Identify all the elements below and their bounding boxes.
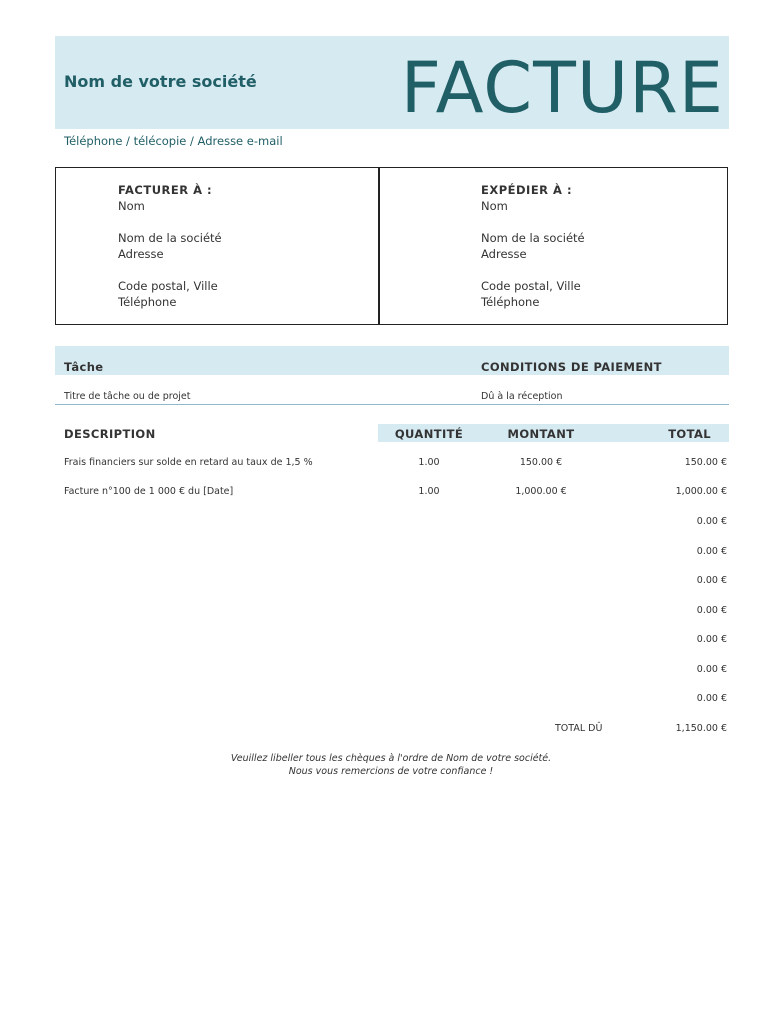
- ship-to-address: Adresse: [481, 247, 527, 261]
- row-total: 0.00 €: [696, 575, 727, 586]
- row-total: 0.00 €: [696, 693, 727, 704]
- row-total: 0.00 €: [696, 516, 727, 527]
- address-divider: [378, 167, 380, 325]
- ship-to-company: Nom de la société: [481, 231, 585, 245]
- task-label: Tâche: [64, 360, 104, 374]
- th-amount: MONTANT: [507, 427, 575, 441]
- row-quantity: 1.00: [418, 486, 440, 497]
- bill-to-company: Nom de la société: [118, 231, 222, 245]
- row-total: 0.00 €: [696, 634, 727, 645]
- bill-to-address: Adresse: [118, 247, 164, 261]
- bill-to-heading: FACTURER À :: [118, 183, 213, 197]
- row-description: Frais financiers sur solde en retard au taux de 1,5 %: [64, 457, 313, 468]
- row-quantity: 1.00: [418, 457, 440, 468]
- row-description: Facture n°100 de 1 000 € du [Date]: [64, 486, 234, 497]
- payment-terms-value: Dû à la réception: [481, 391, 563, 402]
- bill-to-block: [118, 182, 222, 310]
- row-total: 0.00 €: [696, 664, 727, 675]
- row-amount: 150.00 €: [519, 457, 563, 468]
- ship-to-phone: Téléphone: [481, 295, 540, 309]
- footer-thanks: Nous vous remercions de votre confiance !: [288, 766, 494, 777]
- total-due-value: 1,150.00 €: [675, 723, 727, 734]
- task-value: Titre de tâche ou de projet: [64, 391, 191, 402]
- row-total: 0.00 €: [696, 605, 727, 616]
- bill-to-phone: Téléphone: [118, 295, 177, 309]
- footer-note-checks: Veuillez libeller tous les chèques à l'ordre de Nom de votre société.: [230, 753, 552, 764]
- total-due-label: TOTAL DÛ: [555, 723, 603, 734]
- ship-to-city: Code postal, Ville: [481, 279, 581, 293]
- ship-to-block: [481, 182, 585, 310]
- ship-to-heading: EXPÉDIER À :: [481, 183, 573, 197]
- th-quantity: QUANTITÉ: [394, 427, 464, 441]
- task-divider: [55, 404, 729, 405]
- row-total: 1,000.00 €: [675, 486, 727, 497]
- th-description: DESCRIPTION: [64, 427, 156, 441]
- row-total: 150.00 €: [684, 457, 727, 468]
- payment-terms-label: CONDITIONS DE PAIEMENT: [481, 360, 662, 374]
- th-total: TOTAL: [668, 427, 711, 441]
- ship-to-name: Nom: [481, 199, 508, 213]
- invoice-title: FACTURE: [400, 47, 724, 129]
- bill-to-name: Nom: [118, 199, 145, 213]
- bill-to-city: Code postal, Ville: [118, 279, 218, 293]
- company-name: Nom de votre société: [64, 72, 257, 91]
- row-amount: 1,000.00 €: [515, 486, 567, 497]
- contact-info: Téléphone / télécopie / Adresse e-mail: [64, 134, 283, 148]
- row-total: 0.00 €: [696, 546, 727, 557]
